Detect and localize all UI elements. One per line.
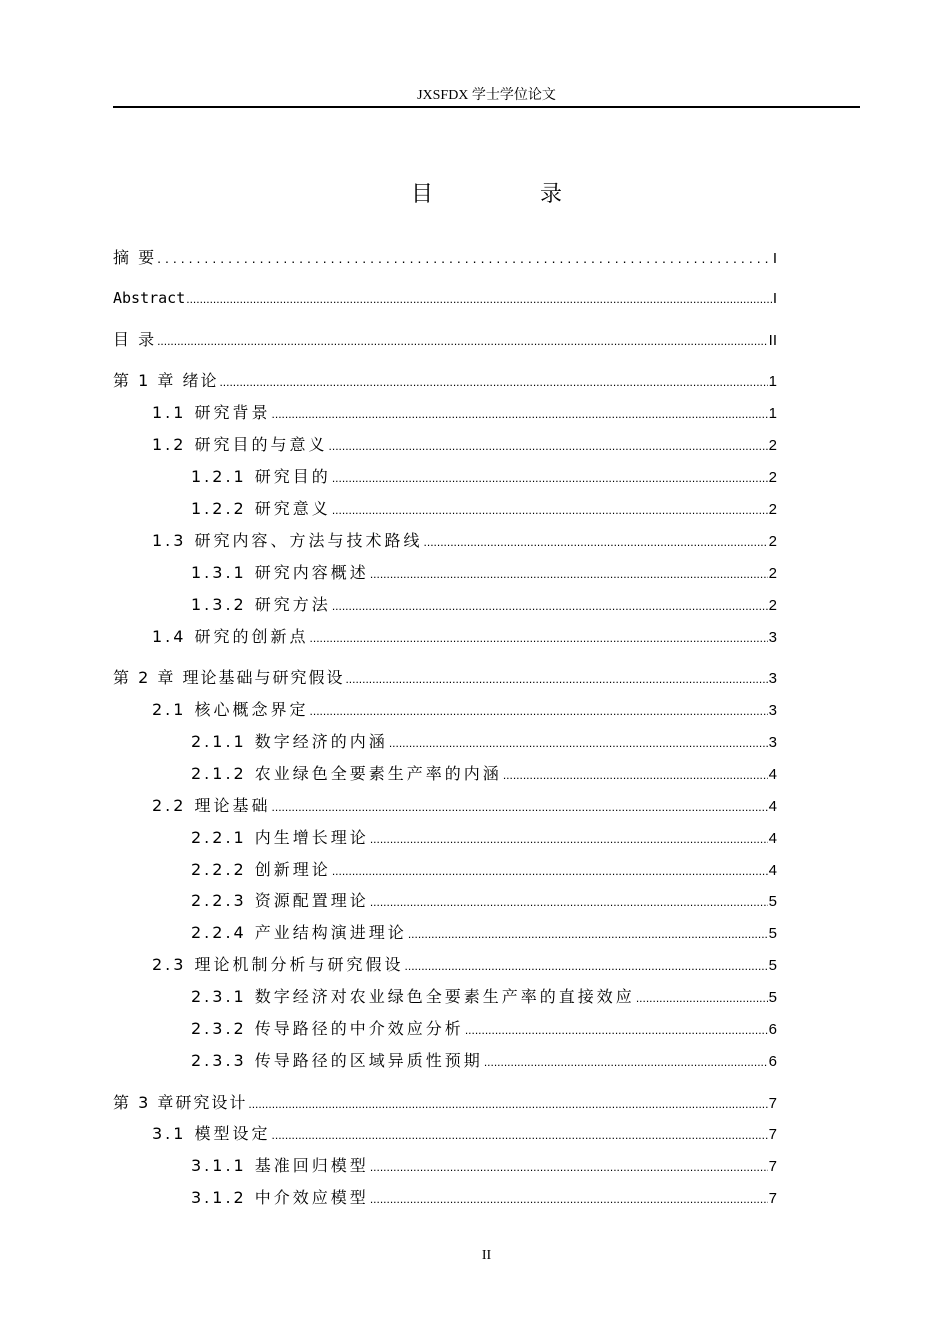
toc-entry-label: 第 1 章 绪论: [113, 371, 219, 390]
dot-leader: [332, 859, 768, 883]
toc-entry-label: 2.1 核心概念界定: [152, 700, 309, 719]
toc-entry[interactable]: [191, 593, 777, 617]
toc-entry-label: 2.3.1 数字经济对农业绿色全要素生产率的直接效应: [191, 987, 635, 1006]
dot-leader: [370, 827, 768, 851]
dot-leader: [310, 699, 768, 723]
toc-entry-page: 2: [768, 469, 777, 486]
toc-entry-page: 3: [768, 629, 777, 646]
dot-leader: [636, 986, 768, 1010]
toc-entry[interactable]: [191, 730, 777, 754]
toc-entry-page: 7: [768, 1190, 777, 1207]
dot-leader: [370, 1187, 768, 1211]
toc-entry[interactable]: [191, 561, 777, 585]
toc-entry[interactable]: [191, 1186, 777, 1210]
toc-entry-page: 5: [768, 893, 777, 910]
toc-entry[interactable]: [152, 698, 777, 722]
toc-entry-page: 3: [768, 670, 777, 687]
toc-entry[interactable]: [191, 985, 777, 1009]
dot-leader: [332, 498, 768, 522]
toc-entry-page: 1: [768, 405, 777, 422]
toc-entry-label: 1.3.1 研究内容概述: [191, 563, 369, 582]
toc-entry[interactable]: [152, 794, 777, 818]
toc-entry[interactable]: [191, 826, 777, 850]
dot-leader: [370, 1155, 768, 1179]
toc-entry-page: 2: [768, 565, 777, 582]
toc-entry-page: 7: [768, 1126, 777, 1143]
toc-entry-page: 2: [768, 437, 777, 454]
toc-entry-page: 5: [768, 925, 777, 942]
toc-entry-label: 1.3.2 研究方法: [191, 595, 331, 614]
toc-entry-page: 7: [768, 1095, 777, 1112]
toc-entry-label: 目 录: [113, 330, 157, 349]
toc-entry-page: 2: [768, 501, 777, 518]
toc-entry[interactable]: [152, 433, 777, 457]
toc-entry[interactable]: [152, 953, 777, 977]
toc-entry-label: 1.2.1 研究目的: [191, 467, 331, 486]
toc-entry[interactable]: [113, 246, 777, 270]
page-number: II: [481, 1248, 492, 1263]
toc-entry-label: 第 3 章研究设计: [113, 1093, 248, 1112]
dot-leader: [248, 1092, 767, 1116]
toc-entry-page: II: [768, 332, 777, 349]
toc-entry-label: 2.3.3 传导路径的区域异质性预期: [191, 1051, 483, 1070]
toc-entry[interactable]: [152, 529, 777, 553]
dot-leader: [408, 922, 768, 946]
toc-title: 目 录: [411, 182, 612, 207]
toc-entry[interactable]: [152, 401, 777, 425]
dot-leader: [272, 402, 768, 426]
dot-leader: [272, 795, 768, 819]
toc-entry-label: 1.4 研究的创新点: [152, 627, 309, 646]
toc-entry-label: 2.2.1 内生增长理论: [191, 828, 369, 847]
toc-entry-label: 2.3.2 传导路径的中介效应分析: [191, 1019, 464, 1038]
dot-leader: [370, 890, 768, 914]
toc-entry-label: 2.2.3 资源配置理论: [191, 891, 369, 910]
toc-entry[interactable]: [113, 666, 777, 690]
dot-leader: [157, 329, 768, 353]
toc-entry-page: I: [772, 250, 777, 267]
dot-leader: [329, 434, 768, 458]
toc-entry-label: 2.3 理论机制分析与研究假设: [152, 955, 404, 974]
toc-entry-label: 3.1.2 中介效应模型: [191, 1188, 369, 1207]
toc-entry-page: 4: [768, 830, 777, 847]
toc-entry[interactable]: [191, 889, 777, 913]
toc-entry-label: 第 2 章 理论基础与研究假设: [113, 668, 345, 687]
toc-entry[interactable]: [113, 369, 777, 393]
dot-leader: [405, 954, 768, 978]
toc-entry[interactable]: [191, 1017, 777, 1041]
toc-entry[interactable]: [113, 1091, 777, 1115]
toc-entry-label: 2.2 理论基础: [152, 796, 271, 815]
toc-entry[interactable]: [152, 625, 777, 649]
dot-leader: [332, 594, 768, 618]
toc-entry-label: 2.2.4 产业结构演进理论: [191, 923, 407, 942]
dot-leader: [186, 287, 772, 311]
toc-entry-page: 5: [768, 957, 777, 974]
dot-leader: [484, 1050, 768, 1074]
toc-entry[interactable]: [191, 921, 777, 945]
toc-entry-page: 6: [768, 1053, 777, 1070]
dot-leader: [310, 626, 768, 650]
toc-entry[interactable]: [191, 497, 777, 521]
toc-entry[interactable]: [152, 1122, 777, 1146]
toc-entry-page: 3: [768, 702, 777, 719]
toc-entry-page: 5: [768, 989, 777, 1006]
dot-leader: [272, 1123, 768, 1147]
toc-entry-page: 2: [768, 533, 777, 550]
dot-leader: [332, 466, 768, 490]
toc-entry-label: 1.1 研究背景: [152, 403, 271, 422]
dot-leader: [503, 763, 768, 787]
toc-entry[interactable]: [191, 1049, 777, 1073]
toc-entry-label: 2.1.1 数字经济的内涵: [191, 732, 388, 751]
toc-entry[interactable]: [191, 762, 777, 786]
toc-entry[interactable]: [191, 1154, 777, 1178]
toc-entry-page: 4: [768, 766, 777, 783]
toc-entry-page: I: [772, 290, 777, 307]
toc-entry-label: 2.1.2 农业绿色全要素生产率的内涵: [191, 764, 502, 783]
dot-leader: [424, 530, 768, 554]
toc-entry[interactable]: [191, 858, 777, 882]
running-header: JXSFDX 学士学位论文: [417, 88, 556, 103]
dot-leader: [370, 562, 768, 586]
toc-entry-label: 2.2.2 创新理论: [191, 860, 331, 879]
toc-entry-page: 7: [768, 1158, 777, 1175]
toc-entry-label: 3.1.1 基准回归模型: [191, 1156, 369, 1175]
toc-entry-label: 1.2.2 研究意义: [191, 499, 331, 518]
toc-entry[interactable]: [113, 328, 777, 352]
toc-entry-page: 1: [768, 373, 777, 390]
toc-entry-label: Abstract: [113, 289, 186, 307]
toc-entry-page: 4: [768, 798, 777, 815]
dot-leader: [389, 731, 768, 755]
toc-entry-page: 2: [768, 597, 777, 614]
toc-entry-label: 摘 要: [113, 248, 157, 267]
dot-leader: [465, 1018, 768, 1042]
toc-entry-label: 1.2 研究目的与意义: [152, 435, 328, 454]
toc-entry-label: 1.3 研究内容、方法与技术路线: [152, 531, 423, 550]
dot-leader: [157, 246, 772, 270]
dot-leader: [219, 370, 767, 394]
dot-leader: [345, 667, 767, 691]
toc-entry-page: 6: [768, 1021, 777, 1038]
toc-entry[interactable]: [113, 286, 777, 310]
toc-entry-label: 3.1 模型设定: [152, 1124, 271, 1143]
toc-entry[interactable]: [191, 465, 777, 489]
toc-entry-page: 4: [768, 862, 777, 879]
toc-entry-page: 3: [768, 734, 777, 751]
